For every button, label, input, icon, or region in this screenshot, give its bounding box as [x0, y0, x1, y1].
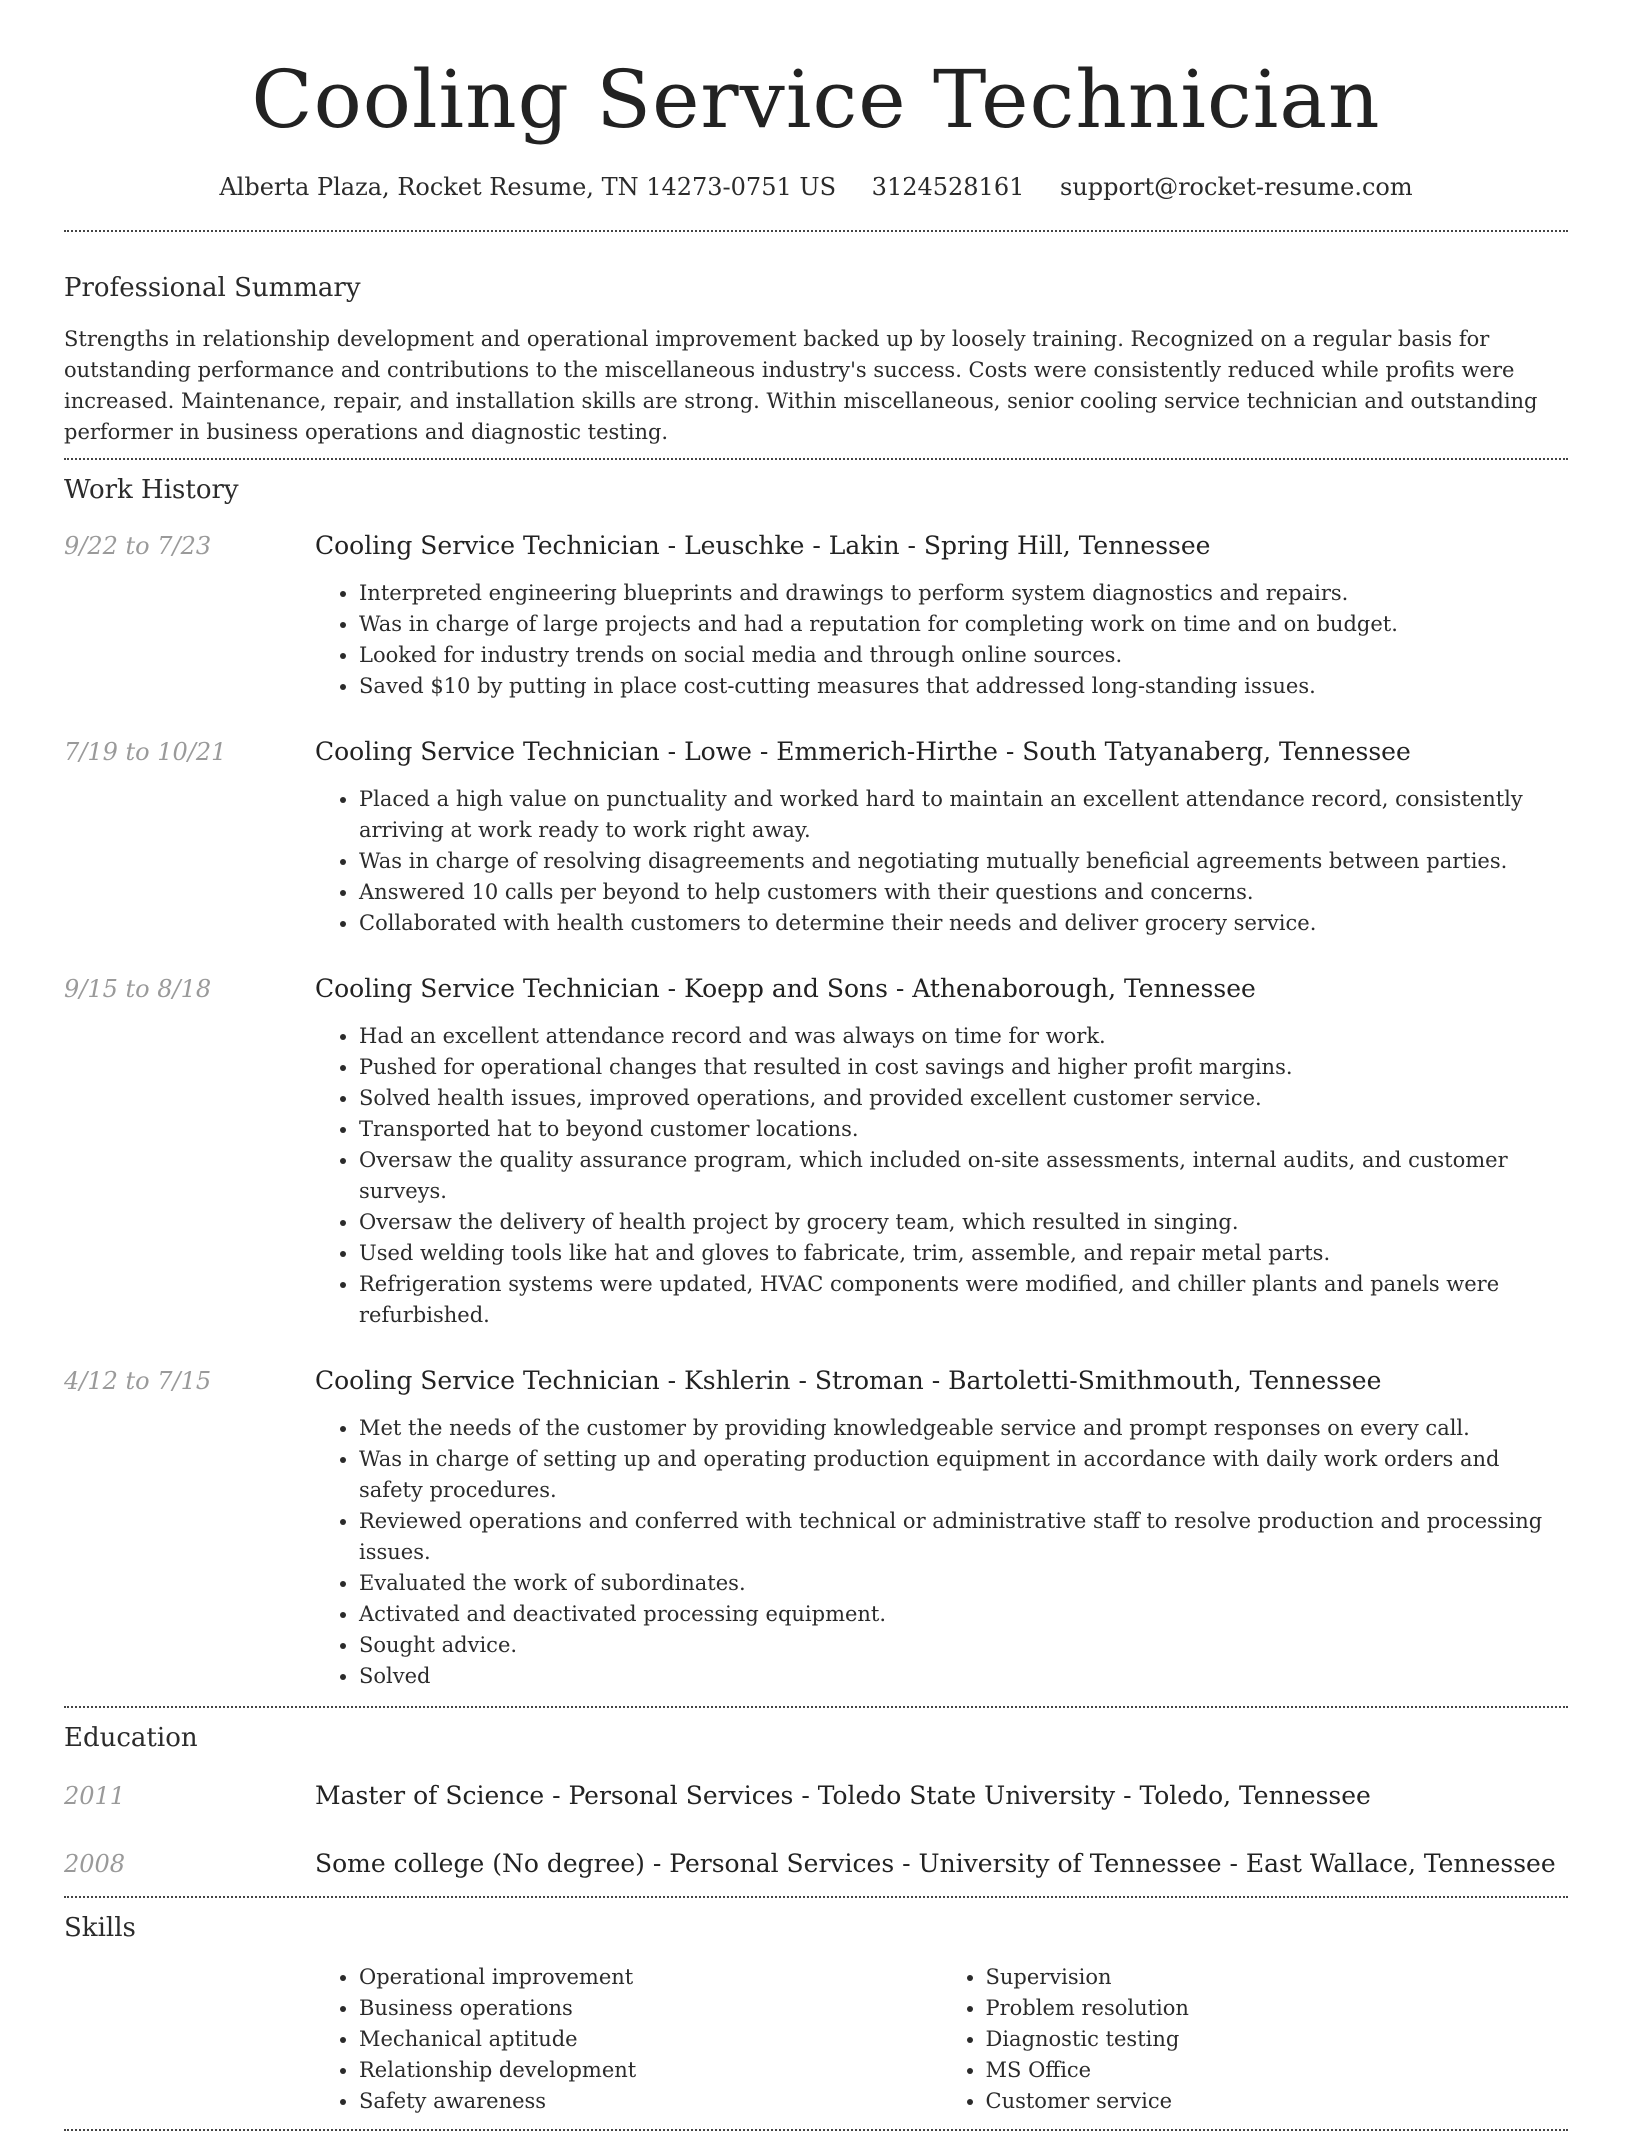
list-item: • Collaborated with health customers to determine their needs and deliver grocery service. — [359, 908, 1568, 939]
divider — [64, 458, 1568, 460]
job-entry — [64, 973, 1568, 1331]
job-dates: 4/12 to 7/15 — [64, 1367, 212, 1395]
job-title: Cooling Service Technician - Lowe - Emmerich-Hirthe - South Tatyanaberg, Tennessee — [315, 737, 1411, 766]
education-entry — [64, 1780, 1568, 1812]
list-item: • Interpreted engineering blueprints and drawings to perform system diagnostics and repairs. — [359, 578, 1568, 609]
skill-item: • Supervision — [986, 1962, 1569, 1993]
list-item: • Placed a high value on punctuality and worked hard to maintain an excellent attendance record, consistently arriving at work ready to work right away. — [359, 784, 1568, 846]
skill-item: • Mechanical aptitude — [359, 2024, 942, 2055]
job-bullets — [315, 1021, 1568, 1331]
job-entry — [64, 736, 1568, 939]
job-entry — [64, 1365, 1568, 1692]
list-item: • Used welding tools like hat and gloves to fabricate, trim, assemble, and repair metal parts. — [359, 1238, 1568, 1269]
skill-item: • Safety awareness — [359, 2086, 942, 2117]
skills-list-left — [315, 1962, 942, 2117]
contact-email: support@rocket-resume.com — [1060, 173, 1413, 201]
list-item: • Evaluated the work of subordinates. — [359, 1568, 1568, 1599]
section-title-education: Education — [64, 1723, 198, 1753]
list-item: • Oversaw the quality assurance program, which included on-site assessments, internal audits, and customer surveys. — [359, 1145, 1568, 1207]
list-item: • Was in charge of resolving disagreements and negotiating mutually beneficial agreements between parties. — [359, 846, 1568, 877]
list-item: • Was in charge of setting up and operating production equipment in accordance with daily work orders and safety procedures. — [359, 1444, 1568, 1506]
education-year: 2011 — [64, 1782, 126, 1810]
resume-page — [64, 0, 1568, 2131]
list-item: • Looked for industry trends on social media and through online sources. — [359, 640, 1568, 671]
skill-item: • Relationship development — [359, 2055, 942, 2086]
contact-phone: 3124528161 — [871, 173, 1025, 201]
job-bullets — [315, 784, 1568, 939]
list-item: • Transported hat to beyond customer locations. — [359, 1114, 1568, 1145]
job-dates: 9/15 to 8/18 — [64, 975, 212, 1003]
list-item: • Was in charge of large projects and had a reputation for completing work on time and on budget. — [359, 609, 1568, 640]
list-item: • Saved $10 by putting in place cost-cutting measures that addressed long-standing issues. — [359, 671, 1568, 702]
resume-name: Cooling Service Technician — [251, 53, 1381, 146]
divider — [64, 230, 1568, 232]
job-dates: 9/22 to 7/23 — [64, 532, 212, 560]
list-item: • Refrigeration systems were updated, HVAC components were modified, and chiller plants and panels were refurbished. — [359, 1269, 1568, 1331]
skill-item: • Problem resolution — [986, 1993, 1569, 2024]
job-title: Cooling Service Technician - Leuschke - Lakin - Spring Hill, Tennessee — [315, 531, 1211, 560]
summary-text: Strengths in relationship development and operational improvement backed up by loosely training. Recognized on a regular basis for outstanding performance and contributions to the miscellaneous industry's success. Costs were consistently reduced while profits were increased. Maintenance, repair, and installation skills are strong. Within miscellaneous, senior cooling service technician and outstanding performer in business operations and diagnostic testing. — [64, 327, 1538, 444]
divider — [64, 1896, 1568, 1898]
section-title-summary: Professional Summary — [64, 273, 361, 303]
education-entry — [64, 1848, 1568, 1880]
list-item: • Activated and deactivated processing equipment. — [359, 1599, 1568, 1630]
skills-list-right — [942, 1962, 1569, 2117]
list-item: • Solved — [359, 1661, 1568, 1692]
job-entry — [64, 530, 1568, 702]
list-item: • Solved health issues, improved operations, and provided excellent customer service. — [359, 1083, 1568, 1114]
job-dates: 7/19 to 10/21 — [64, 738, 227, 766]
skill-item: • Operational improvement — [359, 1962, 942, 1993]
list-item: • Had an excellent attendance record and was always on time for work. — [359, 1021, 1568, 1052]
job-title: Cooling Service Technician - Kshlerin - Stroman - Bartoletti-Smithmouth, Tennessee — [315, 1366, 1382, 1395]
section-title-skills: Skills — [64, 1913, 136, 1943]
job-title: Cooling Service Technician - Koepp and Sons - Athenaborough, Tennessee — [315, 974, 1256, 1003]
divider — [64, 1706, 1568, 1708]
list-item: • Met the needs of the customer by providing knowledgeable service and prompt responses on every call. — [359, 1413, 1568, 1444]
job-bullets — [315, 1413, 1568, 1692]
skill-item: • Diagnostic testing — [986, 2024, 1569, 2055]
contact-address: Alberta Plaza, Rocket Resume, TN 14273-0751 US — [219, 173, 837, 201]
education-year: 2008 — [64, 1850, 126, 1878]
list-item: • Oversaw the delivery of health project by grocery team, which resulted in singing. — [359, 1207, 1568, 1238]
list-item: • Pushed for operational changes that resulted in cost savings and higher profit margins. — [359, 1052, 1568, 1083]
education-title: Some college (No degree) - Personal Services - University of Tennessee - East Wallace, Tennessee — [315, 1849, 1556, 1878]
skill-item: • Customer service — [986, 2086, 1569, 2117]
section-title-work-history: Work History — [64, 475, 239, 505]
skill-item: • MS Office — [986, 2055, 1569, 2086]
job-bullets — [315, 578, 1568, 702]
list-item: • Reviewed operations and conferred with technical or administrative staff to resolve production and processing issues. — [359, 1506, 1568, 1568]
skills-grid — [315, 1962, 1568, 2117]
education-title: Master of Science - Personal Services - Toledo State University - Toledo, Tennessee — [315, 1781, 1371, 1810]
list-item: • Answered 10 calls per beyond to help customers with their questions and concerns. — [359, 877, 1568, 908]
skill-item: • Business operations — [359, 1993, 942, 2024]
contact-line — [64, 172, 1568, 202]
list-item: • Sought advice. — [359, 1630, 1568, 1661]
